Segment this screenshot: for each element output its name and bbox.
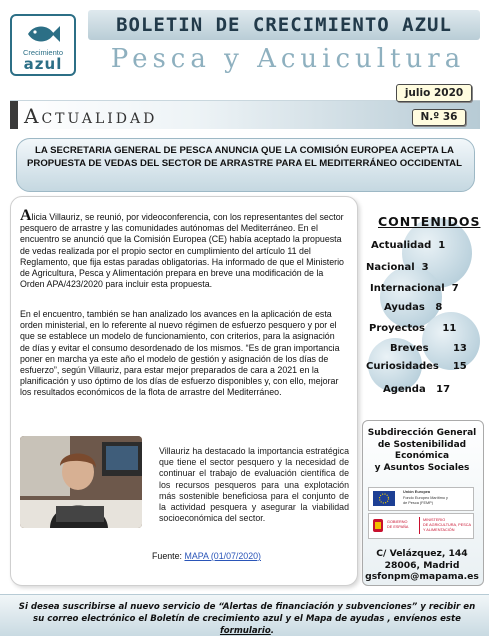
crecimiento-azul-logo: [10, 14, 76, 76]
gobierno-logo: [368, 513, 474, 539]
issue-number-tag: N.º 36: [412, 109, 466, 126]
toc-item-proyectos[interactable]: [369, 323, 456, 334]
fish-icon: [26, 22, 60, 46]
toc-item-nacional[interactable]: [366, 262, 429, 273]
eu-flag-icon: [373, 491, 395, 506]
info-title-line: y Asuntos Sociales: [374, 462, 470, 473]
headline: LA SECRETARIA GENERAL DE PESCA ANUNCIA QUE LA COMISIÓN EUROPEA ACEPTA LA PROPUESTA DE VEDAS DEL SECTOR DE ARRASTRE PARA EL MEDITERRÁNEO OCCIDENTAL: [27, 145, 462, 169]
femp-line2: de Pesca (FEMP): [403, 501, 433, 505]
toc-label: Internacional: [370, 283, 445, 294]
issue-date-tag: julio 2020: [396, 84, 472, 102]
toc-item-internacional[interactable]: [370, 283, 459, 294]
toc-item-breves[interactable]: [390, 343, 467, 354]
bulletin-subtitle: Pesca y Acuicultura: [110, 44, 466, 74]
info-title-line: de Sostenibilidad: [377, 439, 467, 450]
info-title: [362, 428, 482, 474]
address-email[interactable]: gsfonpm@mapama.es: [365, 571, 479, 583]
toc-label: Nacional: [366, 262, 415, 273]
contact-address: [362, 548, 482, 583]
address-street: C/ Velázquez, 144: [376, 548, 468, 559]
logo-line1: Crecimiento: [22, 48, 63, 57]
drop-cap: A: [20, 207, 32, 224]
toc-page: 11: [442, 323, 457, 334]
femp-line1: Fondo Europeo Marítimo y: [403, 496, 448, 500]
article-paragraph-3: Villauriz ha destacado la importancia estratégica que tiene el sector pesquero y la necesidad de continuar el trabajo de evaluación científica de los recursos pesqueros para una explotación más sostenible beneficiosa para el conjunto de la actividad pesquera y asegurar la viabilidad socioeconómica del sector.: [159, 446, 349, 524]
info-title-line: Subdirección General: [367, 428, 477, 438]
toc-label: Proyectos: [369, 323, 425, 334]
article-paragraph-2: En el encuentro, también se han analizado los avances en la aplicación de esta orden ministerial, en lo referente al nuevo régimen de esfuerzo pesquero y por el que se establece un modelo de funcionamiento, con criterios, para la asignación de días y evitar el consumo desordenado de los mismos. “Es de gran importancia poner en marcha ya este año el modelo de gestión y asignación de los días de esfuerzo”, según Villauriz, para estar mejor preparados de cara a 2021 en la planificación y uso óptimo de los días de esfuerzo disponibles y, con ello, mejorar los resultados económicos de la flota de arrastre del Mediterráneo.: [20, 309, 340, 398]
logo-line2: azul: [23, 55, 63, 73]
source-label: Fuente:: [152, 551, 185, 561]
toc-item-actualidad[interactable]: [371, 240, 445, 251]
toc-page: 1: [438, 240, 446, 251]
toc-item-ayudas[interactable]: [384, 302, 442, 313]
subscribe-notice: [14, 601, 480, 637]
article-photo: [20, 436, 142, 528]
eu-femp-logo: [368, 487, 474, 511]
toc-page: 17: [436, 384, 451, 395]
address-city: 28006, Madrid: [384, 559, 460, 571]
toc-page: 8: [435, 302, 443, 313]
photo-illustration: [20, 436, 142, 528]
article-paragraph-1: [20, 207, 346, 290]
toc-label: Breves: [390, 343, 429, 354]
gobierno-line2: DE ESPAÑA: [387, 525, 409, 529]
gobierno-line1: GOBIERNO: [387, 520, 408, 524]
coat-of-arms-icon: [372, 517, 384, 534]
ministerio-line1: MINISTERIO: [423, 518, 446, 522]
contents-title: CONTENIDOS: [378, 214, 481, 229]
toc-page: 7: [451, 283, 459, 294]
eu-label: Unión Europea: [403, 490, 431, 494]
section-title: Actualidad: [24, 104, 158, 128]
toc-item-curiosidades[interactable]: [366, 361, 467, 372]
toc-page: 3: [421, 262, 429, 273]
subscribe-text: Si desea suscribirse al nuevo servicio de “Alertas de financiación y subvenciones” y recibir en su correo electrónico el Boletín de crecimiento azul y el Mapa de ayudas , envíenos este: [18, 602, 476, 624]
ministerio-line3: Y ALIMENTACIÓN: [423, 528, 455, 532]
subscribe-form-link[interactable]: formulario: [219, 626, 271, 636]
subscribe-end: .: [270, 626, 275, 636]
logo-divider: [419, 517, 420, 534]
ministerio-line2: DE AGRICULTURA, PESCA: [423, 523, 472, 527]
article-source: [152, 551, 261, 561]
source-link[interactable]: MAPA (01/07/2020): [184, 551, 261, 561]
toc-label: Agenda: [383, 384, 426, 395]
bulletin-title: BOLETIN DE CRECIMIENTO AZUL: [116, 14, 452, 36]
toc-label: Ayudas: [384, 302, 425, 313]
toc-page: 15: [452, 361, 467, 372]
toc-label: Actualidad: [371, 240, 432, 251]
toc-page: 13: [452, 343, 467, 354]
info-title-line: Económica: [394, 451, 450, 461]
toc-item-agenda[interactable]: [383, 384, 450, 395]
toc-label: Curiosidades: [366, 361, 439, 372]
article-paragraph-1-text: licia Villauriz, se reunió, por videoconferencia, con los representantes del sector pesquero de arrastre y las comunidades autónomas del Mediterráneo. En el encuentro se anunció que la Comisión Europea (CE) había aceptado la propuesta de vedas realizada por el propio sector en cumplimiento del artículo 11 del Reglamento, que fija estas paradas obligatorias. Ha informado de que el Ministerio de Agricultura, Pesca y Alimentación prepara en breve una modificación de la Orden APA/423/2020 para incluir esta propuesta.: [20, 212, 344, 290]
